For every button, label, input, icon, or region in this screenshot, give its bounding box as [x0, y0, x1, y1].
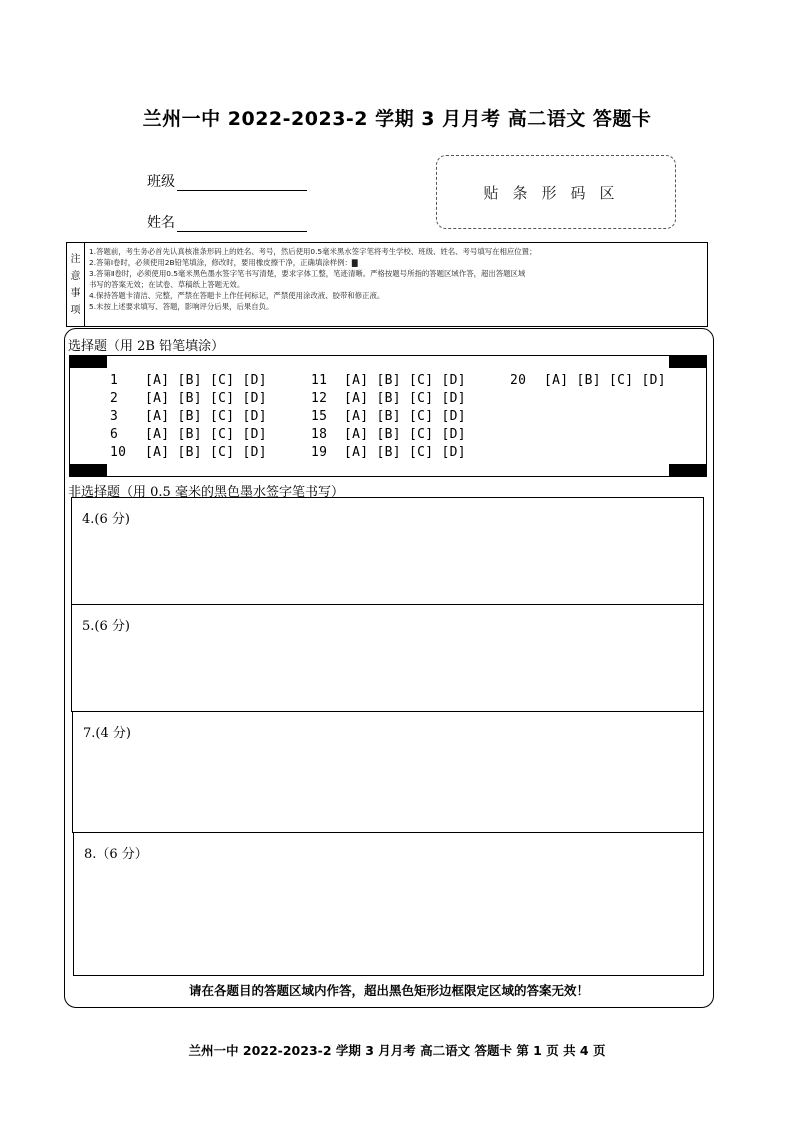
corner-mark — [669, 356, 706, 368]
question-number: 11 — [311, 373, 328, 388]
question-number: 3 — [110, 409, 119, 424]
name-label: 姓名 — [147, 215, 175, 231]
answer-options[interactable]: [A] [B] [C] [D] — [344, 427, 466, 442]
answer-options[interactable]: [A] [B] [C] [D] — [145, 391, 267, 406]
corner-mark — [70, 464, 107, 476]
answer-options[interactable]: [A] [B] [C] [D] — [145, 373, 267, 388]
notice-item: 3.答第Ⅱ卷时，必须使用0.5毫米黑色墨水签字笔书写清楚，要求字体工整，笔迹清晰。严格按题号所指的答题区域作答，超出答题区域 — [89, 269, 526, 278]
notice-item: 书写的答案无效；在试卷、草稿纸上答题无效。 — [89, 280, 245, 289]
answer-options[interactable]: [A] [B] [C] [D] — [145, 427, 267, 442]
question-label: 4.(6 分) — [82, 512, 130, 527]
question-label: 8.（6 分） — [84, 847, 148, 862]
notice-item: 4.保持答题卡清洁、完整，严禁在答题卡上作任何标记，严禁使用涂改液、胶带和修正液。 — [89, 291, 385, 300]
warning-text: 请在各题目的答题区域内作答，超出黑色矩形边框限定区域的答案无效！ — [188, 983, 589, 998]
answer-box-7[interactable] — [72, 711, 704, 833]
notice-text — [89, 246, 703, 312]
question-number: 15 — [311, 409, 328, 424]
question-number: 19 — [311, 445, 328, 460]
name-field[interactable] — [147, 212, 307, 232]
answer-options[interactable]: [A] [B] [C] [D] — [344, 373, 466, 388]
notice-char: 项 — [70, 304, 81, 316]
corner-mark — [669, 464, 706, 476]
notice-item: 2.答第Ⅰ卷时，必须使用2B铅笔填涂，修改时，要用橡皮擦干净，正确填涂样例：▇ — [89, 258, 358, 267]
answer-options[interactable]: [A] [B] [C] [D] — [344, 445, 466, 460]
notice-char: 事 — [70, 287, 81, 299]
question-number: 12 — [311, 391, 328, 406]
name-input-line[interactable] — [177, 217, 307, 232]
class-input-line[interactable] — [177, 176, 307, 191]
class-label: 班级 — [147, 174, 175, 190]
answer-options[interactable]: [A] [B] [C] [D] — [145, 409, 267, 424]
barcode-area — [436, 155, 676, 229]
notice-item: 1.答题前，考生务必首先认真核准条形码上的姓名、考号，然后使用0.5毫米黑水签字笔将考生学校、班级、姓名、考号填写在相应位置； — [89, 247, 537, 256]
notice-box — [66, 242, 708, 327]
question-number: 20 — [510, 373, 527, 388]
notice-label — [67, 243, 85, 326]
answer-options[interactable]: [A] [B] [C] [D] — [145, 445, 267, 460]
choice-box — [69, 355, 707, 477]
question-number: 1 — [110, 373, 119, 388]
answer-box-8[interactable] — [73, 832, 704, 976]
question-number: 18 — [311, 427, 328, 442]
notice-char: 意 — [70, 270, 81, 282]
class-field[interactable] — [147, 171, 307, 191]
corner-mark — [70, 356, 107, 368]
question-number: 10 — [110, 445, 127, 460]
answer-box-5[interactable] — [71, 604, 704, 712]
answer-options[interactable]: [A] [B] [C] [D] — [344, 391, 466, 406]
notice-item: 5.未按上述要求填写、答题，影响评分后果，后果自负。 — [89, 302, 274, 311]
barcode-label: 贴条形码区 — [483, 183, 629, 202]
choice-section-label: 选择题（用 2B 铅笔填涂） — [68, 339, 225, 354]
page-footer: 兰州一中 2022-2023-2 学期 3 月月考 高二语文 答题卡 第 1 页 共 4 页 — [188, 1043, 606, 1058]
notice-char: 注 — [70, 253, 81, 265]
question-number: 2 — [110, 391, 119, 406]
question-label: 5.(6 分) — [82, 619, 130, 634]
nonchoice-section-label: 非选择题（用 0.5 毫米的黑色墨水签字笔书写） — [68, 485, 344, 500]
question-label: 7.(4 分) — [83, 726, 131, 741]
page-title: 兰州一中 2022-2023-2 学期 3 月月考 高二语文 答题卡 — [142, 108, 652, 130]
answer-options[interactable]: [A] [B] [C] [D] — [344, 409, 466, 424]
answer-box-4[interactable] — [71, 497, 704, 605]
question-number: 6 — [110, 427, 119, 442]
answer-options[interactable]: [A] [B] [C] [D] — [544, 373, 666, 388]
